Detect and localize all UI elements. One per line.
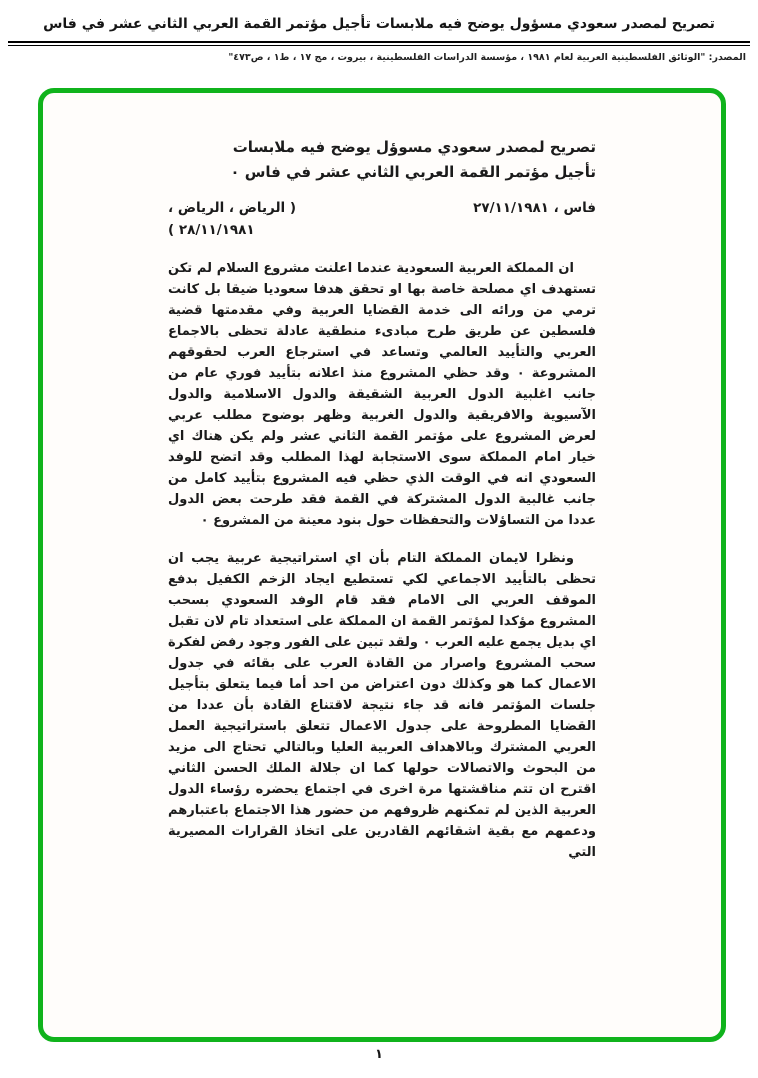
scan-frame <box>38 88 726 1042</box>
page-title: تصريح لمصدر سعودي مسؤول يوضح فيه ملابسات تأجيل مؤتمر القمة العربي الثاني عشر في فاس <box>43 16 715 32</box>
source-citation: المصدر: "الوثائق الفلسطينية العربية لعام ١٩٨١ ، مؤسسة الدراسات الفلسطينية ، بيروت ، مج ١٧ ، ط١ ، ص٤٧٣" <box>228 52 746 63</box>
paragraph-2: ونظرا لايمان المملكة التام بأن اي استراتيجية عربية يجب ان تحظى بالتأييد الاجماعي لكي تستطيع ايجاد الزخم الكفيل بدفع الموقف العربي الى الامام فقد قام الوفد السعودي بسحب المشروع مؤكدا لمؤتمر القمة ان المملكة على استعداد تام لان تقبل اي بديل يجمع عليه العرب ٠ ولقد تبين على الفور وجود رفض لفكرة سحب المشروع واصرار من القادة العرب على بقائه في جدول الاعمال كما هو وكذلك دون اعتراض من احد أما فيما يتعلق بتأجيل جلسات المؤتمر فانه قد جاء نتيجة لاقتناع القادة بأن عددا من القضايا المطروحة على جدول الاعمال تتعلق باستراتيجية العمل العربي المشترك وبالاهداف العربية العليا وبالتالي تحتاج الى مزيد من البحوث والاتصالات حولها كما ان جلالة الملك الحسن الثاني اقترح ان تتم مناقشتها مرة اخرى في اجتماع يحضره رؤساء الدول العربية الذين لم تمكنهم ظروفهم من حضور هذا الاجتماع باعتبارهم ودعمهم مع بقية اشقائهم القادرين على اتخاذ القرارات المصيرية التي <box>168 551 596 860</box>
dateline-row <box>168 198 596 219</box>
header-divider <box>8 41 750 46</box>
document-title-line2: تأجيل مؤتمر القمة العربي الثاني عشر في فاس ٠ <box>230 163 596 181</box>
dateline-second-date: ٢٨/١١/١٩٨١ ) <box>168 222 255 238</box>
page-number: ١ <box>375 1047 383 1062</box>
page-header <box>0 0 758 65</box>
dateline-place-date: فاس ، ٢٧/١١/١٩٨١ <box>473 200 596 216</box>
document-text-column <box>168 135 596 863</box>
document-title-line1: تصريح لمصدر سعودي مسوؤل يوضح فيه ملابسات <box>232 138 596 156</box>
paragraph-1: ان المملكة العربية السعودية عندما اعلنت مشروع السلام لم تكن تستهدف اي مصلحة خاصة بها او تحقق هدفا سعوديا ضيقا بل كانت ترمي من ورائه الى خدمة القضايا العربية وفي مقدمتها قضية فلسطين عن طريق طرح مبادىء منطقية عادلة تحظى بالاجماع العربي والتأييد العالمي وتساعد في استرجاع العرب لحقوقهم المشروعة ٠ وقد حظي المشروع منذ اعلانه بتأييد فوري عام من جانب اغلبية الدول العربية الشقيقة والدول الاسلامية والدول الآسيوية والافريقية والدول الغربية وظهر بوضوح مطلب عربي لعرض المشروع على مؤتمر القمة الثاني عشر ولم يكن هناك اي خيار امام المملكة سوى الاستجابة لهذا المطلب وقد اتضح للوفد السعودي انه في الوقت الذي حظي فيه المشروع بتأييد كامل من جانب غالبية الدول المشتركة في القمة فقد طرحت بعض الدول عددا من التساؤلات والتحفظات حول بنود معينة من المشروع ٠ <box>168 261 596 528</box>
dateline-publisher: ( الرياض ، الرياض ، <box>168 200 297 216</box>
